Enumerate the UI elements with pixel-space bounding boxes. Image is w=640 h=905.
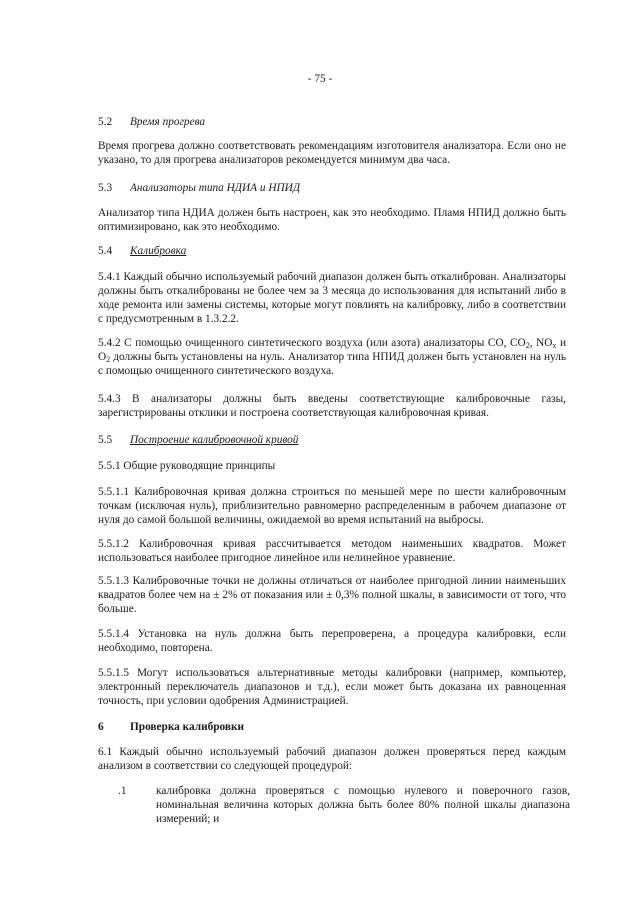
page-number: - 75 - — [307, 73, 333, 85]
section-title: Время прогрева — [130, 116, 206, 128]
paragraph-5-5-1-4: 5.5.1.4 Установка на нуль должна быть перепроверена, а процедура калибровки, если необходимо, повторена. — [98, 628, 566, 654]
paragraph-5-4-1: 5.4.1 Каждый обычно используемый рабочий диапазон должен быть откалиброван. Анализаторы должны быть откалиброваны не более чем за 3 месяца до использования для испытаний либо в ходе ремонта или замены системы, которые могут повлиять на калибровку, либо в соответствии с предусмотренным в 1.3.2.2. — [98, 271, 566, 325]
section-heading-5-4 — [98, 244, 566, 258]
section-title: Анализаторы типа НДИА и НПИД — [130, 182, 301, 194]
paragraph-5-5-1-1: 5.5.1.1 Калибровочная кривая должна строиться по меньшей мере по шести калибровочным точкам (исключая нуль), приблизительно равномерно распределенным в рабочем диапазоне от нуля до самой большой величины, ожидаемой во время испытаний на выбросы. — [98, 486, 566, 526]
section-title: Построение калибровочной кривой — [130, 434, 299, 446]
paragraph-6-1: 6.1 Каждый обычно используемый рабочий диапазон должен проверяться перед каждым анализом в соответствии со следующей процедурой: — [98, 746, 566, 772]
subsection-heading-5-5-1: 5.5.1 Общие руководящие принципы — [98, 460, 276, 472]
paragraph-5-4-3: 5.4.3 В анализаторы должны быть введены соответствующие калибровочные газы, зарегистрированы отклики и построена соответствующая калибровочная кривая. — [98, 393, 566, 419]
section-number: 5.3 — [98, 182, 113, 194]
section-number: 5.4 — [98, 245, 113, 257]
paragraph-5-4-2: 5.4.2 С помощью очищенного синтетического воздуха (или азота) анализаторы CO, $CO_2$, $NO_x$ и $O_2$ должны быть установлены на нуль. Анализатор типа НПИД должен быть установлен на нуль с помощью очищенного синтетического воздуха. — [98, 337, 566, 377]
paragraph-5-5-1-3: 5.5.1.3 Калибровочные точки не должны отличаться от наиболее пригодной линии наименьших квадратов более чем на ± 2% от показания или ± 0,3% полной шкалы, в зависимости от того, что больше. — [98, 575, 566, 615]
paragraph-5-5-1-2: 5.5.1.2 Калибровочная кривая рассчитывается методом наименьших квадратов. Может использоваться наиболее пригодное линейное или нелинейное уравнение. — [98, 538, 566, 564]
section-number: 6 — [98, 721, 104, 733]
section-heading-5-5 — [98, 433, 566, 447]
list-item-text: калибровка должна проверяться с помощью нулевого и поверочного газов, номинальная величина которых должна быть более 80% полной шкалы диапазона измерений; и — [156, 785, 570, 825]
section-number: 5.5 — [98, 434, 113, 446]
section-number: 5.2 — [98, 116, 113, 128]
list-marker: .1 — [118, 785, 127, 797]
section-heading-6 — [98, 720, 566, 734]
paragraph-5-3: Анализатор типа НДИА должен быть настроен, как это необходимо. Пламя НПИД должно быть оптимизировано, как это необходимо. — [98, 207, 566, 233]
section-heading-5-2 — [98, 115, 566, 129]
section-title: Проверка калибровки — [130, 721, 244, 733]
paragraph-5-2: Время прогрева должно соответствовать рекомендациям изготовителя анализатора. Если оно не указано, то для прогрева анализаторов рекомендуется минимум два часа. — [98, 140, 566, 166]
section-heading-5-3 — [98, 181, 566, 195]
section-title: Калибровка — [130, 245, 187, 257]
paragraph-5-5-1-5: 5.5.1.5 Могут использоваться альтернативные методы калибровки (например, компьютер, электронный переключатель диапазонов и т.д.), если может быть доказана их равноценная точность, при условии одобрения Администрацией. — [98, 667, 566, 707]
